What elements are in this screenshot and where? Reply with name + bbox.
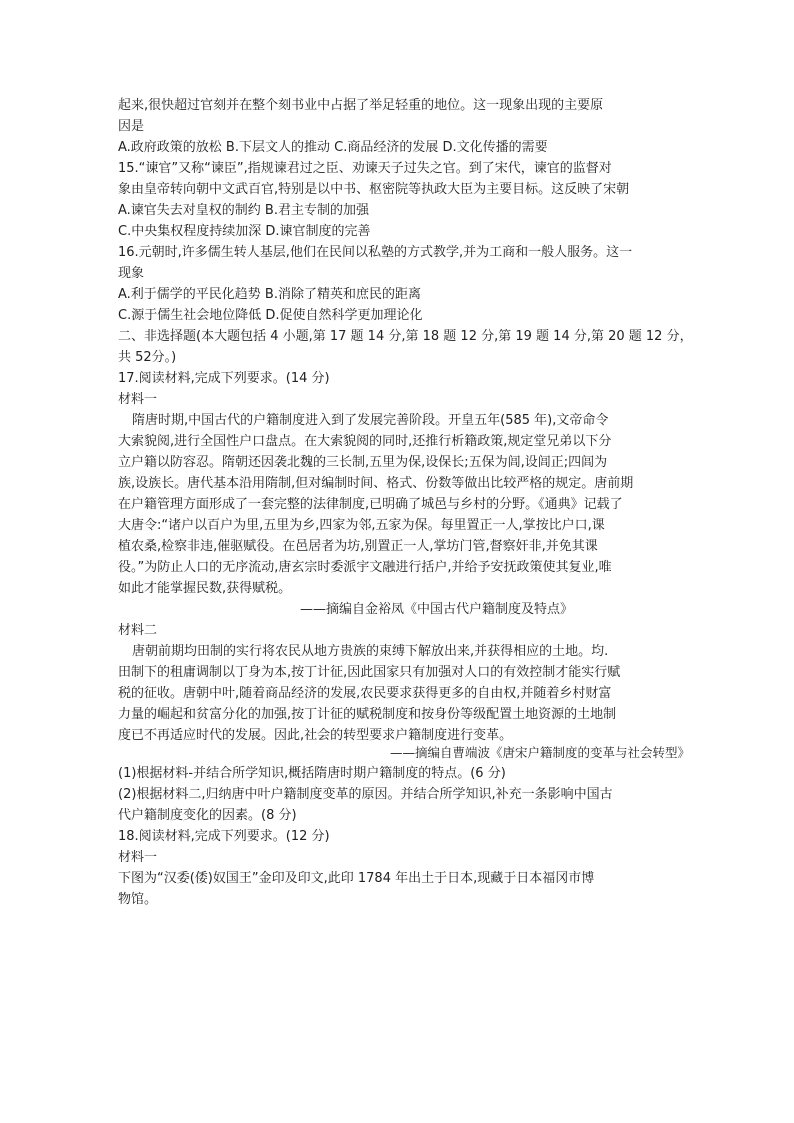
paragraph-line: 田制下的租庸调制以丁身为本,按丁计征,因此国家只有加强对人口的有效控制才能实行赋 [118, 665, 621, 680]
paragraph-line: 大唐令:“诸户以百户为里,五里为乡,四家为邻,五家为保。每里置正一人,掌按比户口,课 [118, 518, 605, 533]
paragraph-line: 役。”为防止人口的无序流动,唐玄宗时委派宇文融进行括户,并给予安抚政策使其复业,唯 [118, 560, 612, 575]
option-line: A.利于儒学的平民化趋势 B.消除了精英和庶民的距离 [118, 287, 421, 302]
paragraph-line: 如此才能掌握民数,获得赋税。 [118, 581, 292, 596]
paragraph-line: 力量的崛起和贫富分化的加强,按丁计征的赋税制度和按身份等级配置土地资源的土地制 [118, 707, 617, 722]
paragraph-line: 大索貌阅,进行全国性户口盘点。在大索貌阅的同时,还推行析籍政策,规定堂兄弟以下分 [118, 434, 612, 449]
text-line: 共 52分。) [118, 350, 177, 365]
paragraph-line: 度已不再适应时代的发展。因此,社会的转型要求户籍制度进行变革。 [118, 728, 513, 743]
text-line: 下图为“汉委(倭)奴国王”金印及印文,此印 1784 年出土于日本,现藏于日本福冈市博 [118, 871, 595, 886]
paragraph-line: 隋唐时期,中国古代的户籍制度进入到了发展完善阶段。开皇五年(585 年),文帝命令 [132, 413, 609, 428]
option-line: A.政府政策的放松 B.下层文人的推动 C.商品经济的发展 D.文化传播的需要 [118, 140, 548, 155]
option-line: C.源于儒生社会地位降低 D.促使自然科学更加理论化 [118, 308, 423, 323]
sub-question: (2)根据材料二,归纳唐中叶户籍制度变革的原因。并结合所学知识,补充一条影响中国古 [118, 787, 613, 802]
text-line: 象由皇帝转向朝中文武百官,特别是以中书、枢密院等执政大臣为主要目标。这反映了宋朝 [118, 182, 630, 197]
source-citation: ——摘编自金裕凤《中国古代户籍制度及特点》 [300, 602, 574, 617]
option-line: C.中央集权程度持续加深 D.谏官制度的完善 [118, 224, 371, 239]
text-line: 起来,很快超过官刻并在整个刻书业中占据了举足轻重的地位。这一现象出现的主要原 [118, 98, 604, 113]
material-label: 材料二 [118, 623, 158, 638]
paragraph-line: 族,设族长。唐代基本沿用隋制,但对编制时间、格式、份数等做出比较严格的规定。唐前期 [118, 476, 634, 491]
paragraph-line: 税的征收。唐朝中叶,随着商品经济的发展,农民要求获得更多的自由权,并随着乡村财富 [118, 686, 612, 701]
text-line: 物馆。 [118, 892, 158, 907]
question-16: 16.元朝时,许多儒生转人基层,他们在民间以私塾的方式教学,并为工商和一般人服务。这一 [118, 245, 633, 260]
option-line: A.谏官失去对皇权的制约 B.君主专制的加强 [118, 203, 369, 218]
sub-question: (1)根据材料-并结合所学知识,概括隋唐时期户籍制度的特点。(6 分) [118, 766, 506, 781]
paragraph-line: 立户籍以防容忍。隋朝还因袭北魏的三长制,五里为保,设保长;五保为闾,设闾正;四闾为 [118, 455, 608, 470]
question-15: 15.“谏官”又称“谏臣”,指规谏君过之臣、劝谏天子过失之官。到了宋代，谏官的监督对 [118, 161, 612, 176]
paragraph-line: 唐朝前期均田制的实行将农民从地方贵族的束缚下解放出来,并获得相应的土地。均. [132, 644, 609, 659]
paragraph-line: 在户籍管理方面形成了一套完整的法律制度,已明确了城邑与乡村的分野。《通典》记载了 [118, 497, 623, 512]
paragraph-line: 植农桑,检察非违,催驱赋役。在邑居者为坊,别置正一人,掌坊门管,督察奸非,并免其课 [118, 539, 598, 554]
material-label: 材料一 [118, 850, 158, 865]
text-line: 现象 [118, 266, 145, 281]
source-citation: ——摘编自曹端波《唐宋户籍制度的变革与社会转型》 [390, 745, 691, 760]
text-line: 代户籍制度变化的因素。(8 分) [118, 808, 297, 823]
question-17: 17.阅读材料,完成下列要求。(14 分) [118, 371, 330, 386]
text-line: 因是 [118, 119, 145, 134]
question-18: 18.阅读材料,完成下列要求。(12 分) [118, 829, 330, 844]
material-label: 材料一 [118, 392, 158, 407]
section-heading: 二、非选择题(本大题包括 4 小题,第 17 题 14 分,第 18 题 12 分,第 19 题 14 分,第 20 题 12 分， [118, 329, 693, 344]
